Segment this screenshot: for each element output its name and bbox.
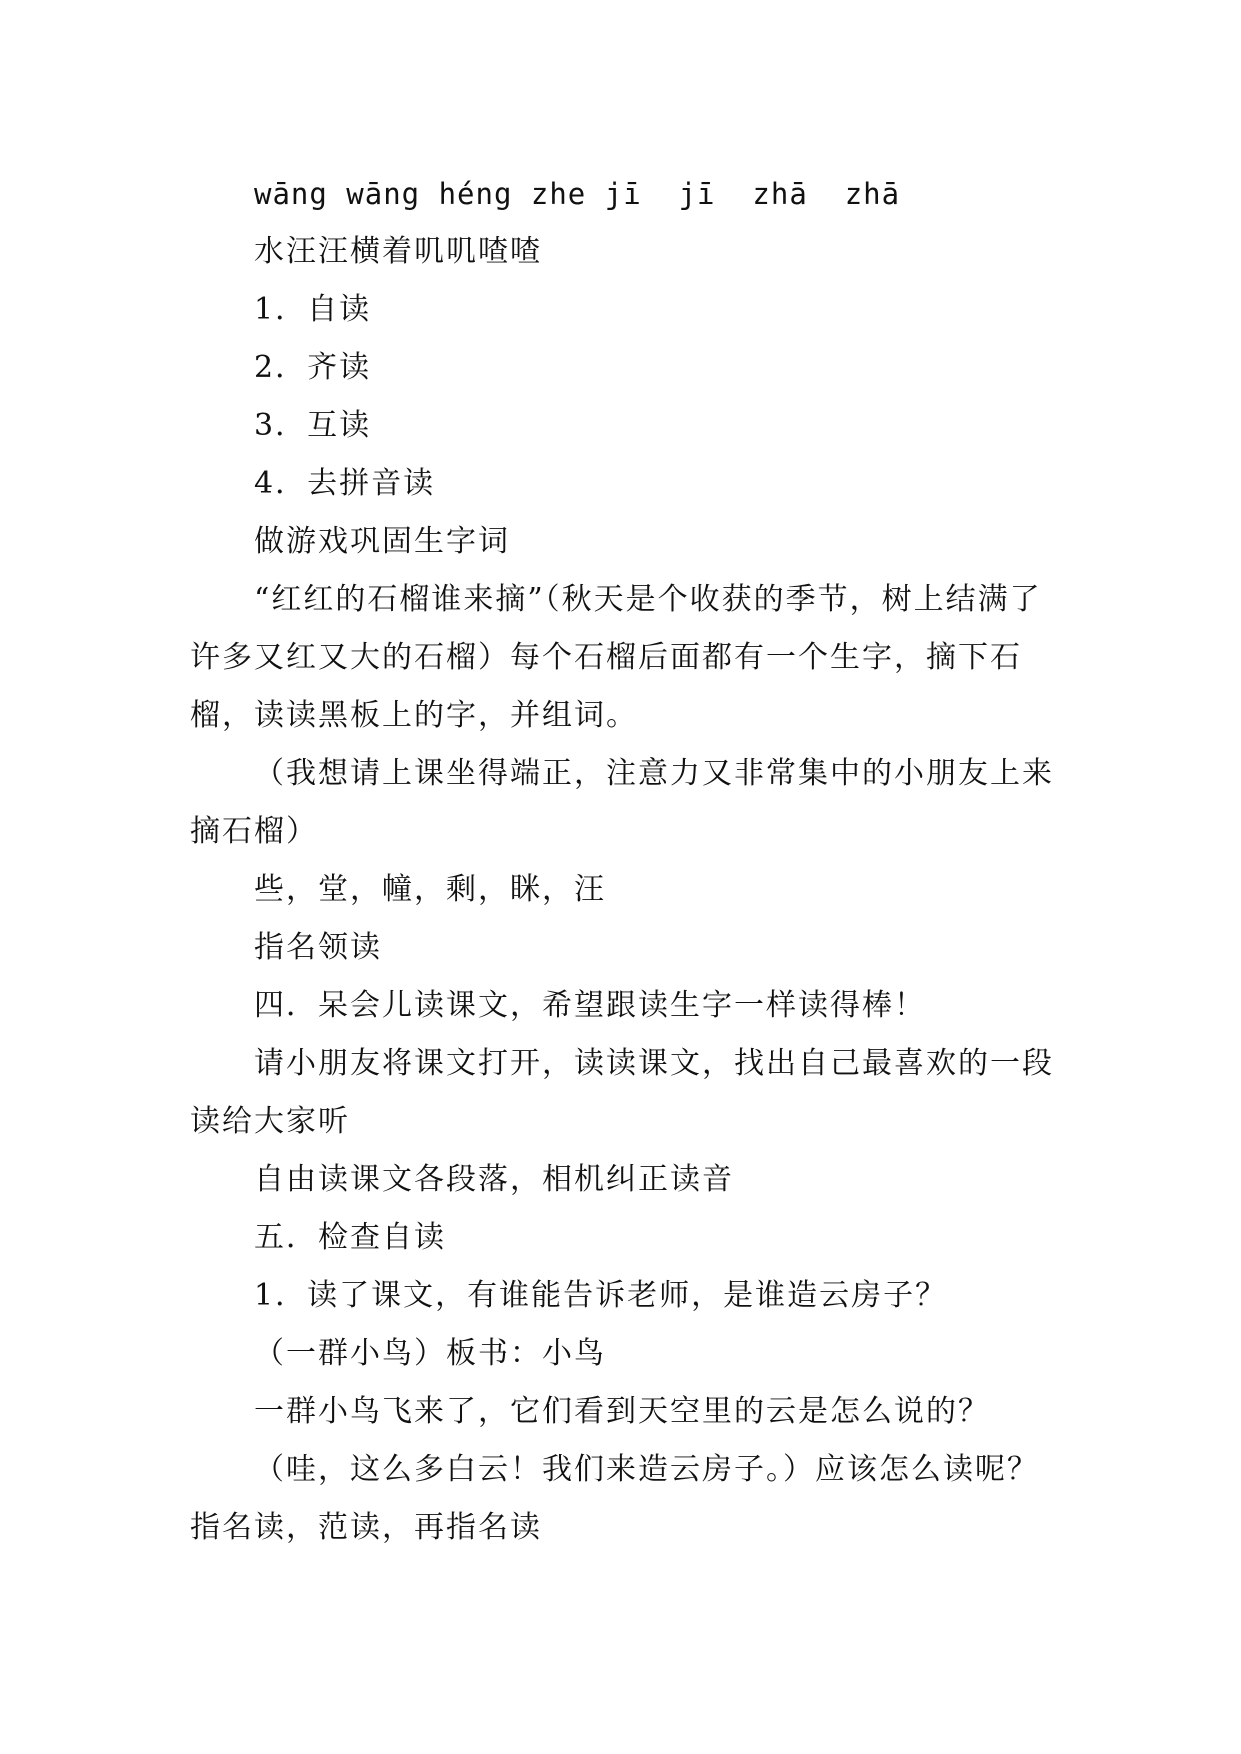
step-self-read: 1．自读 (254, 292, 372, 327)
game-description: “红红的石榴谁来摘”（秋天是个收获的季节，树上结满了许多又红又大的石榴）每个石榴后面都有一个生字，摘下石榴，读读黑板上的字，并组词。 (190, 582, 1042, 733)
section-four-heading: 四．呆会儿读课文，希望跟读生字一样读得棒！ (254, 988, 926, 1023)
document-body (190, 165, 1060, 1557)
game-heading: 做游戏巩固生字词 (254, 524, 510, 559)
vocabulary-line: 水汪汪横着叽叽喳喳 (254, 234, 542, 269)
section-five-heading: 五．检查自读 (254, 1220, 446, 1255)
game-note: （我想请上课坐得端正，注意力又非常集中的小朋友上来摘石榴） (190, 756, 1054, 849)
lead-reading: 指名领读 (254, 930, 382, 965)
step-read-together: 2．齐读 (254, 350, 372, 385)
step-read-without-pinyin: 4．去拼音读 (254, 466, 436, 501)
pinyin-line: wāng wāng héng zhe jī jī zhā zhā (254, 177, 901, 211)
blackboard-note: （一群小鸟）板书：小鸟 (254, 1336, 606, 1371)
open-text-instruction: 请小朋友将课文打开，读读课文，找出自己最喜欢的一段读给大家听 (190, 1046, 1054, 1139)
step-read-each-other: 3．互读 (254, 408, 372, 443)
character-list: 些，堂，幢，剩，眯，汪 (254, 872, 606, 907)
birds-question: 一群小鸟飞来了，它们看到天空里的云是怎么说的？ (254, 1394, 990, 1429)
reading-instruction: （哇，这么多白云！我们来造云房子。）应该怎么读呢？指名读，范读，再指名读 (190, 1452, 1039, 1545)
question-one: 1．读了课文，有谁能告诉老师，是谁造云房子？ (254, 1278, 948, 1313)
free-reading-line: 自由读课文各段落，相机纠正读音 (254, 1162, 734, 1197)
